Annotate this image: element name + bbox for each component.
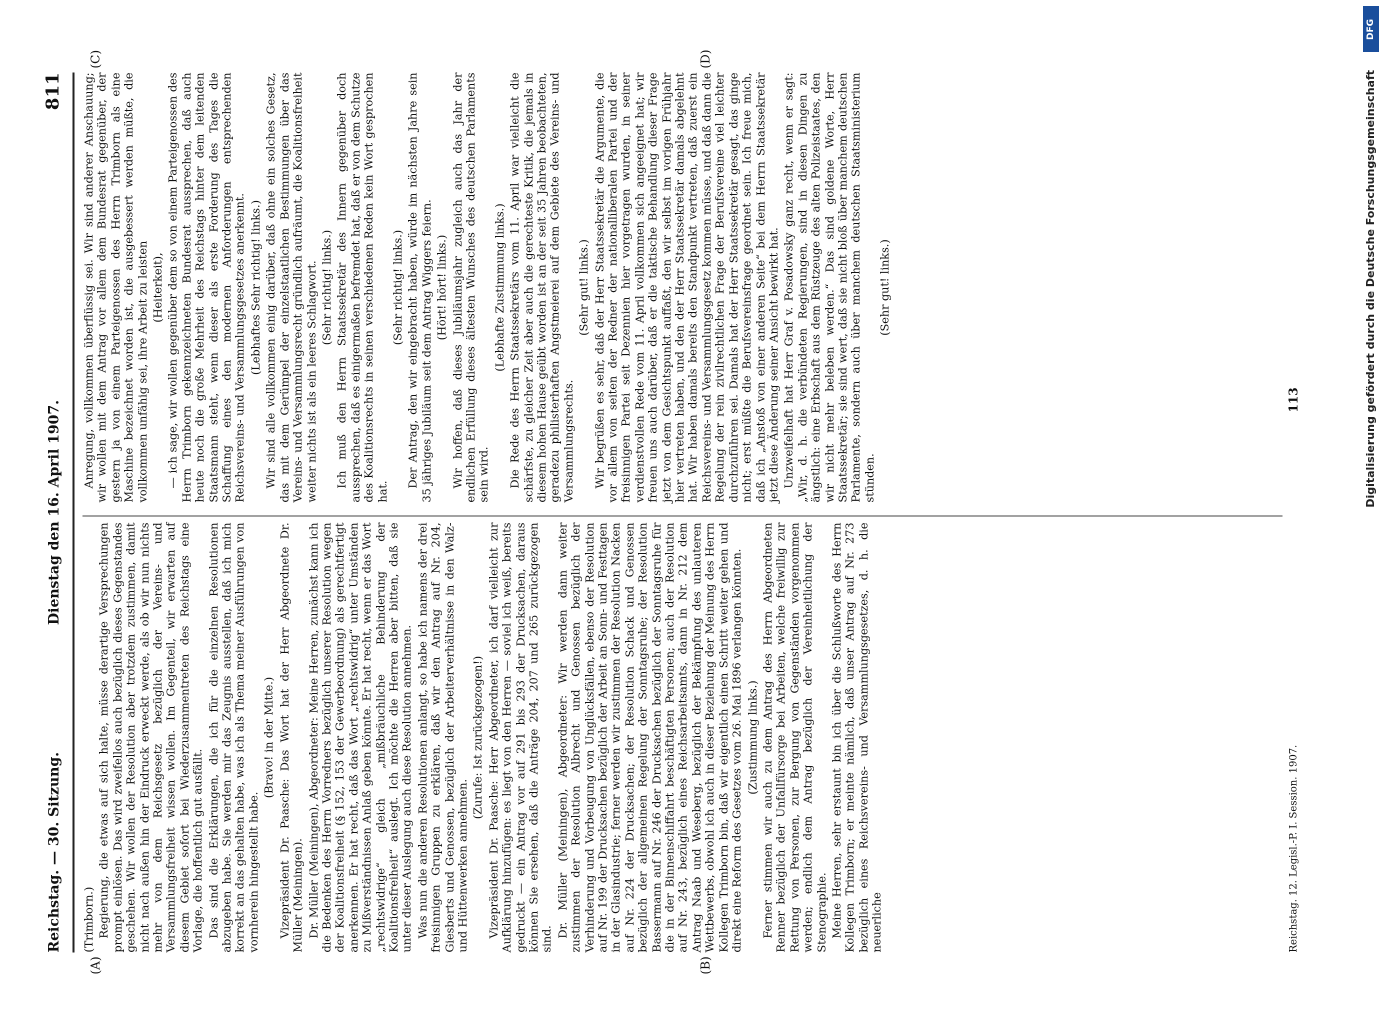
paragraph: Vizepräsident Dr. Paasche: Herr Abgeordneter, ich darf vielleicht zur Aufklärung hinzufügen: es liegt von den Herren — soviel ich weiß, bereits gedruckt — ein Antrag vor auf 291 bis 293 der Drucksachen, daraus können Sie ersehen, daß die Anträge 204, 207 und 265 zurückgezogen sind.: [487, 522, 554, 953]
paragraph: Regierung, die etwas auf sich halte, müsse derartige Versprechungen prompt einlösen. Das wird zweifellos auch bezüglich dieses Gegenstandes geschehen. Wir wollen der Resolution aber trotzdem zustimmen, damit nicht nach außen hin der Eindruck erweckt werde, als ob wir nun nichts mehr von dem Reichsgesetz bezüglich der Vereins- und Versammlungsfreiheit wissen wollen. Im Gegenteil, wir erwarten auf diesem Gebiet sofort bei Wiederzusammentreten des Reichstags eine Vorlage, die hoffentlich gut ausfällt.: [97, 522, 205, 953]
interjection: (Sehr richtig! links.): [320, 229, 334, 346]
column-separator: [83, 516, 1283, 517]
paragraph: Die Rede des Herrn Staatssekretärs vom 11. April war vielleicht die schärfste, zu gleicher Zeit aber auch die gerechteste Kritik, die jemals in diesem hohen Hause geübt worden ist an der seit 35 Jahren beobachteten, geradezu philisterhaften Angstmeierei auf dem Gebiete des Vereins- und Versammlungsrechts.: [508, 72, 576, 503]
margin-mark-a: (A): [88, 956, 103, 975]
margin-mark-b: (B): [698, 956, 713, 975]
paragraph: Das sind die Erklärungen, die ich für die einzelnen Resolutionen abzugeben habe. Sie werden mir das Zeugnis ausstellen, daß ich mich korrekt an das gehalten habe, was ich als Thema meiner Ausführungen von vornherein hingestellt habe.: [207, 522, 261, 953]
digitization-note: Digitalisierung gefördert durch die Deutsche Forschungsgemeinschaft: [1364, 70, 1377, 508]
dfg-logo: DFG: [1363, 6, 1379, 52]
paragraph: Was nun die anderen Resolutionen anlangt, so habe ich namens der drei freisinnigen Gruppen zu erklären, daß wir den Antrag auf Nr. 204, Giesberts und Genossen, bezüglich der Arbeiterverhältnisse in den Walz- und Hüttenwerken annehmen.: [416, 522, 470, 953]
interjection: (Hört! hört! links.): [435, 234, 449, 341]
margin-mark-c: (C): [88, 49, 103, 69]
paragraph: Ferner stimmen wir auch zu dem Antrag des Herrn Abgeordneten Renner bezüglich der Unfallfürsorge bei Arbeiten, welche freiwillig zur Rettung von Personen, zur Bergung von Gegenständen vorgenommen werden; endlich dem Antrag bezüglich der Vereinheitlichung der Stenographie.: [761, 522, 829, 953]
interjection: (Zurufe: Ist zurückgezogen!): [471, 655, 485, 820]
header-rule: [73, 73, 75, 953]
left-column: [83, 523, 887, 953]
paragraph: Wir begrüßen es sehr, daß der Herr Staatssekretär die Argumente, die vor allem von seiten der Redner der nationalliberalen Partei und der freisinnigen Partei seit Dezennien hier vorgetragen wurden, in seiner verdienstvollen Rede vom 11. April vollkommen sich angeeignet hat; wir freuen uns auch darüber, daß er die taktische Behandlung dieser Frage jetzt von dem Gesichtspunkt auffaßt, den wir selbst im vorigen Frühjahr hier vertreten haben, und den der Herr Staatssekretär damals abgelehnt hat. Wir haben damals bereits den Standpunkt vertreten, daß zuerst ein Reichsvereins- und Versammlungsgesetz kommen müsse, und daß dann die Regelung der rein zivilrechtlichen Frage der Berufsvereine viel leichter durchzuführen sei. Damals hat der Herr Staatssekretär gesagt, das ginge nicht; erst müßte die Berufsvereinsfrage geordnet sein. Ich freue mich, daß ich „Anstoß von einer anderen Seite“ bei dem Herrn Staatssekretär jetzt diese Änderung seiner Ansicht bewirkt hat.: [593, 72, 781, 503]
paragraph: Wir hoffen, daß dieses Jubiläumsjahr zugleich auch das Jahr der endlichen Erfüllung dieses ältesten Wunsches des deutschen Parlaments sein wird.: [451, 72, 491, 503]
margin-mark-d: (D): [698, 49, 713, 69]
interjection: (Sehr gut! links.): [577, 239, 591, 336]
paragraph: Dr. Müller (Meiningen), Abgeordneter: Meine Herren, zunächst kann ich die Bedenken des Herrn Vorredners bezüglich unserer Resolution wegen der Koalitionsfreiheit (§ 152, 153 der Gewerbeordnung) als gerechtfertigt anerkennen. Er hat recht, daß das Wort „rechtswidrig“ unter Umständen zu Mißverständnissen Anlaß geben könnte. Er hat recht, wenn er das Wort „rechtswidrige“ gleich „mißbräuchliche Behinderung der Koalitionsfreiheit“ auslegt. Ich möchte die Herren aber bitten, daß sie unter dieser Auslegung auch diese Resolution annehmen.: [307, 522, 414, 953]
paragraph: Vizepräsident Dr. Paasche: Das Wort hat der Herr Abgeordnete Dr. Müller (Meiningen).: [278, 522, 305, 953]
paragraph: Unzweifelhaft hat Herr Graf v. Posadowsky ganz recht, wenn er sagt: „Wir, d. h. die verbündeten Regierungen, sind in diesen Dingen zu ängstlich: eine Erbschaft aus dem Rüstzeuge des alten Polizeistaates, den wir nicht mehr beleben werden.“ Das sind goldene Worte, Herr Staatssekretär; sie sind wert, daß sie nicht bloß über manchem deutschen Parlamente, sondern auch über manchem deutschen Staatsministerium stünden.: [782, 72, 877, 503]
page-header: [43, 73, 73, 953]
paragraph: Der Antrag, den wir eingebracht haben, würde im nächsten Jahre sein 35 jähriges Jubiläum seit dem Antrag Wiggers feiern.: [406, 72, 434, 503]
speaker-label: (Trimborn.): [82, 886, 96, 953]
paragraph: Wir sind alle vollkommen einig darüber, daß ohne ein solches Gesetz, das mit dem Gerümpel der einzelstaatlichen Bestimmungen über das Vereins- und Versammlungsrecht gründlich aufräumt, die Koalitionsfreiheit weiter nichts ist als ein leeres Schlagwort.: [264, 72, 318, 503]
footer-number: 113: [1286, 387, 1301, 413]
right-column: [83, 73, 895, 503]
interjection: (Lebhafte Zustimmung links.): [493, 203, 507, 372]
paragraph: — ich sage, wir wollen gegenüber dem so von einem Parteigenossen des Herrn Trimborn gekennzeichneten Bundesrat aussprechen, daß auch heute noch die große Mehrheit des Reichstags hinter dem leitenden Staatsmann steht, wenn dieser als erste Forderung des Tages die Schaffung eines den modernen Anforderungen entsprechenden Reichsvereins- und Versammlungsgesetzes anerkennt.: [166, 72, 247, 503]
footer-session: Reichstag. 12. Legisl.-P. I. Session. 1907.: [1288, 744, 1300, 953]
interjection: (Zustimmung links.): [746, 680, 759, 795]
paragraph: Meine Herren, sehr erstaunt bin ich über die Schlußworte des Herrn Kollegen Trimborn; er meinte nämlich, daß unser Antrag auf Nr. 273 bezüglich eines Reichsvereins- und Versammlungsgesetzes, d. h. die neuerliche: [830, 522, 884, 953]
newspaper-page: [0, 13, 1382, 1013]
paragraph: Anregung, vollkommen überflüssig sei. Wir sind anderer Anschauung; wir wollen mit dem Antrag vor allem dem Bundesrat gegenüber, der gestern ja von einem Parteigenossen des Herrn Trimborn als eine Maschine bezeichnet worden ist, die ausgebessert werden müßte, die vollkommen unfähig sei, ihre Arbeit zu leisten: [82, 72, 150, 503]
interjection: (Lebhaftes Sehr richtig! links.): [249, 200, 263, 375]
header-left: Reichstag. — 30. Sitzung.: [46, 752, 63, 953]
interjection: (Sehr gut! links.): [878, 239, 892, 336]
header-date: Dienstag den 16. April 1907.: [46, 400, 63, 625]
interjection: (Bravo! in der Mitte.): [262, 676, 276, 799]
interjection: (Heiterkeit),: [151, 252, 165, 323]
paragraph: Dr. Müller (Meiningen), Abgeordneter: Wir werden dann weiter zustimmen der Resolution Albrecht und Genossen bezüglich der Verhinderung und Vorbeugung von Unglücksfällen, ebenso der Resolution auf Nr. 199 der Drucksachen bezüglich der Arbeit an Sonn- und Festtagen in der Glasindustrie; ferner werden wir zustimmen der Resolution Nacken auf Nr. 224 der Drucksachen; der Resolution Schack und Genossen bezüglich der allgemeinen Regelung der Sonntagsruhe; der Resolution Bassermann auf Nr. 246 der Drucksachen bezüglich der Sonntagsruhe für die in der Binnenschiffahrt beschäftigten Personen; auch der Resolution auf Nr. 243, bezüglich eines Reichsarbeitsamts, dann in Nr. 212 dem Antrag Naab und Weseberg, bezüglich der Bekämpfung des unlauteren Wettbewerbs, obwohl ich auch in dieser Beziehung der Meinung des Herrn Kollegen Trimborn bin, daß wir eigentlich einen Schritt weiter gehen und direkt eine Reform des Gesetzes vom 26. Mai 1896 verlangen könnten.: [556, 522, 744, 953]
paragraph: Ich muß den Herrn Staatssekretär des Innern gegenüber doch aussprechen, daß es einigermaßen befremdet hat, daß er von dem Schutze des Koalitionsrechts in seinen verschiedenen Reden kein Wort gesprochen hat.: [335, 72, 390, 503]
interjection: (Sehr richtig! links.): [391, 229, 405, 346]
page-number: 811: [42, 72, 64, 111]
